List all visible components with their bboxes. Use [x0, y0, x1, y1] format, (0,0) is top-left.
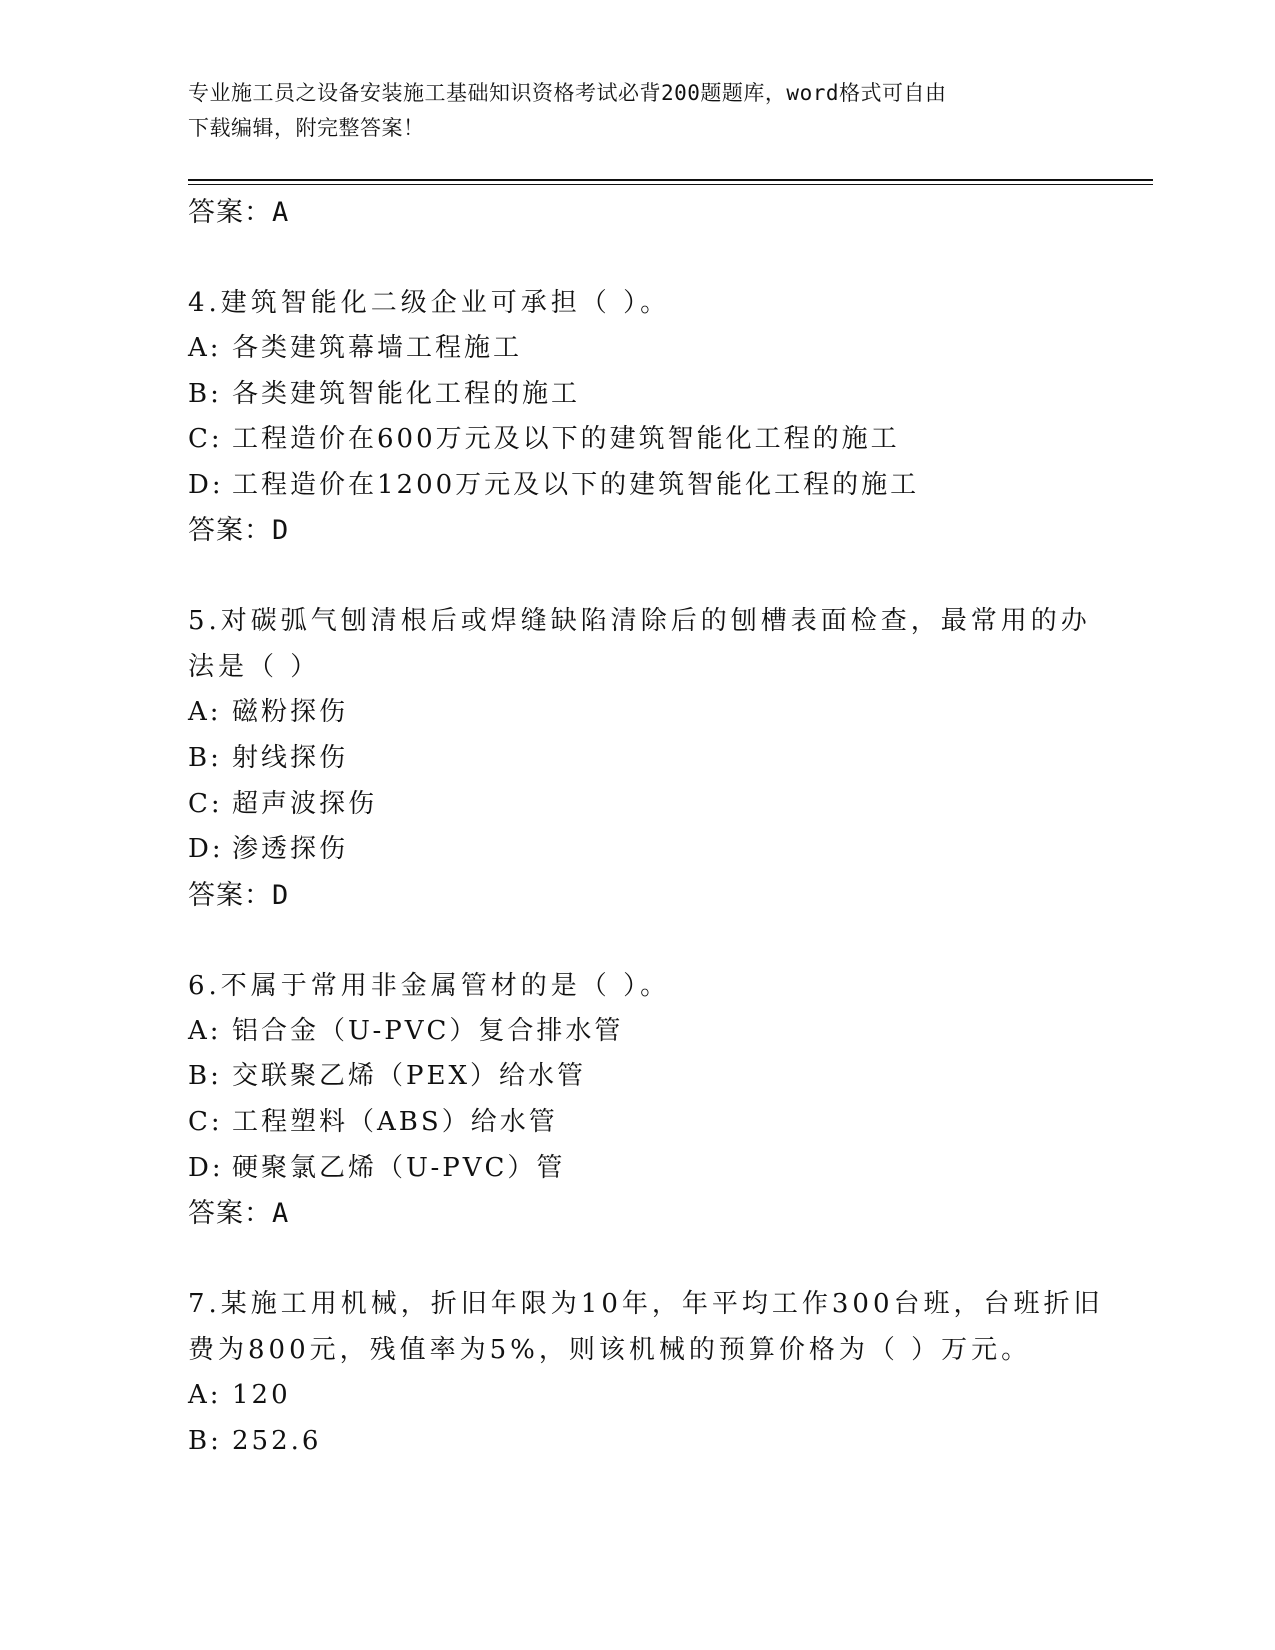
option-b — [188, 372, 1138, 418]
option-letter: A: — [188, 697, 222, 728]
option-text: 磁粉探伤 — [232, 697, 349, 728]
option-text: 超声波探伤 — [232, 788, 378, 819]
option-letter: B: — [188, 1061, 222, 1092]
option-text: 射线探伤 — [232, 742, 349, 773]
option-letter: B: — [188, 378, 222, 409]
option-text: 各类建筑幕墙工程施工 — [232, 333, 523, 363]
option-text: 交联聚乙烯（PEX）给水管 — [232, 1061, 586, 1092]
option-d — [188, 463, 1138, 509]
option-a — [188, 326, 1138, 372]
question-6 — [188, 963, 1138, 1237]
option-letter: A: — [188, 333, 222, 363]
header-divider-thick — [188, 179, 1153, 181]
option-letter: A: — [188, 1380, 222, 1411]
option-text: 252.6 — [232, 1425, 322, 1456]
option-text: 工程塑料（ABS）给水管 — [232, 1106, 558, 1137]
option-c — [188, 1100, 1138, 1146]
option-c — [188, 417, 1138, 463]
option-b — [188, 1419, 1138, 1465]
option-letter: D: — [188, 469, 224, 500]
document-header — [188, 76, 1088, 146]
option-text: 工程造价在1200万元及以下的建筑智能化工程的施工 — [232, 469, 920, 500]
answer-line: 答案：D — [188, 515, 290, 547]
header-line-2: 下载编辑，附完整答案！ — [188, 116, 425, 140]
answer-line: 答案：D — [188, 879, 290, 911]
option-d — [188, 1146, 1138, 1192]
question-5 — [188, 598, 1138, 918]
header-divider-thin — [188, 184, 1153, 185]
answer-previous: 答案：A — [188, 197, 290, 228]
question-7 — [188, 1281, 1138, 1464]
question-stem: 6.不属于常用非金属管材的是（ ）。 — [188, 970, 671, 1001]
header-line-1: 专业施工员之设备安装施工基础知识资格考试必背200题题库，word格式可自由 — [188, 81, 947, 105]
option-letter: D: — [188, 834, 224, 865]
answer-line: 答案：A — [188, 1198, 290, 1230]
question-stem-line-1: 7.某施工用机械，折旧年限为10年，年平均工作300台班，台班折旧 — [188, 1289, 1104, 1320]
question-4 — [188, 280, 1138, 554]
question-stem: 4.建筑智能化二级企业可承担（ ）。 — [188, 288, 671, 318]
question-stem-line-2: 法是（ ） — [188, 652, 321, 683]
question-stem-line-2: 费为800元，残值率为5%，则该机械的预算价格为（ ）万元。 — [188, 1335, 1032, 1366]
option-letter: B: — [188, 742, 222, 773]
question-stem-line-1: 5.对碳弧气刨清根后或焊缝缺陷清除后的刨槽表面检查，最常用的办 — [188, 606, 1091, 637]
option-c — [188, 782, 1138, 828]
option-a — [188, 1373, 1138, 1419]
option-letter: C: — [188, 424, 223, 455]
option-b — [188, 1054, 1138, 1100]
option-text: 各类建筑智能化工程的施工 — [232, 378, 581, 409]
question-content — [188, 190, 1138, 1464]
option-text: 硬聚氯乙烯（U-PVC）管 — [232, 1152, 566, 1183]
option-b — [188, 736, 1138, 782]
option-letter: C: — [188, 788, 223, 819]
option-letter: D: — [188, 1152, 224, 1183]
option-text: 120 — [232, 1380, 291, 1411]
option-text: 铝合金（U-PVC）复合排水管 — [232, 1015, 624, 1046]
option-letter: A: — [188, 1015, 222, 1046]
option-text: 工程造价在600万元及以下的建筑智能化工程的施工 — [232, 424, 900, 455]
option-d — [188, 827, 1138, 873]
option-a — [188, 690, 1138, 736]
option-letter: C: — [188, 1106, 223, 1137]
option-a — [188, 1009, 1138, 1055]
option-letter: B: — [188, 1425, 222, 1456]
option-text: 渗透探伤 — [232, 834, 349, 865]
